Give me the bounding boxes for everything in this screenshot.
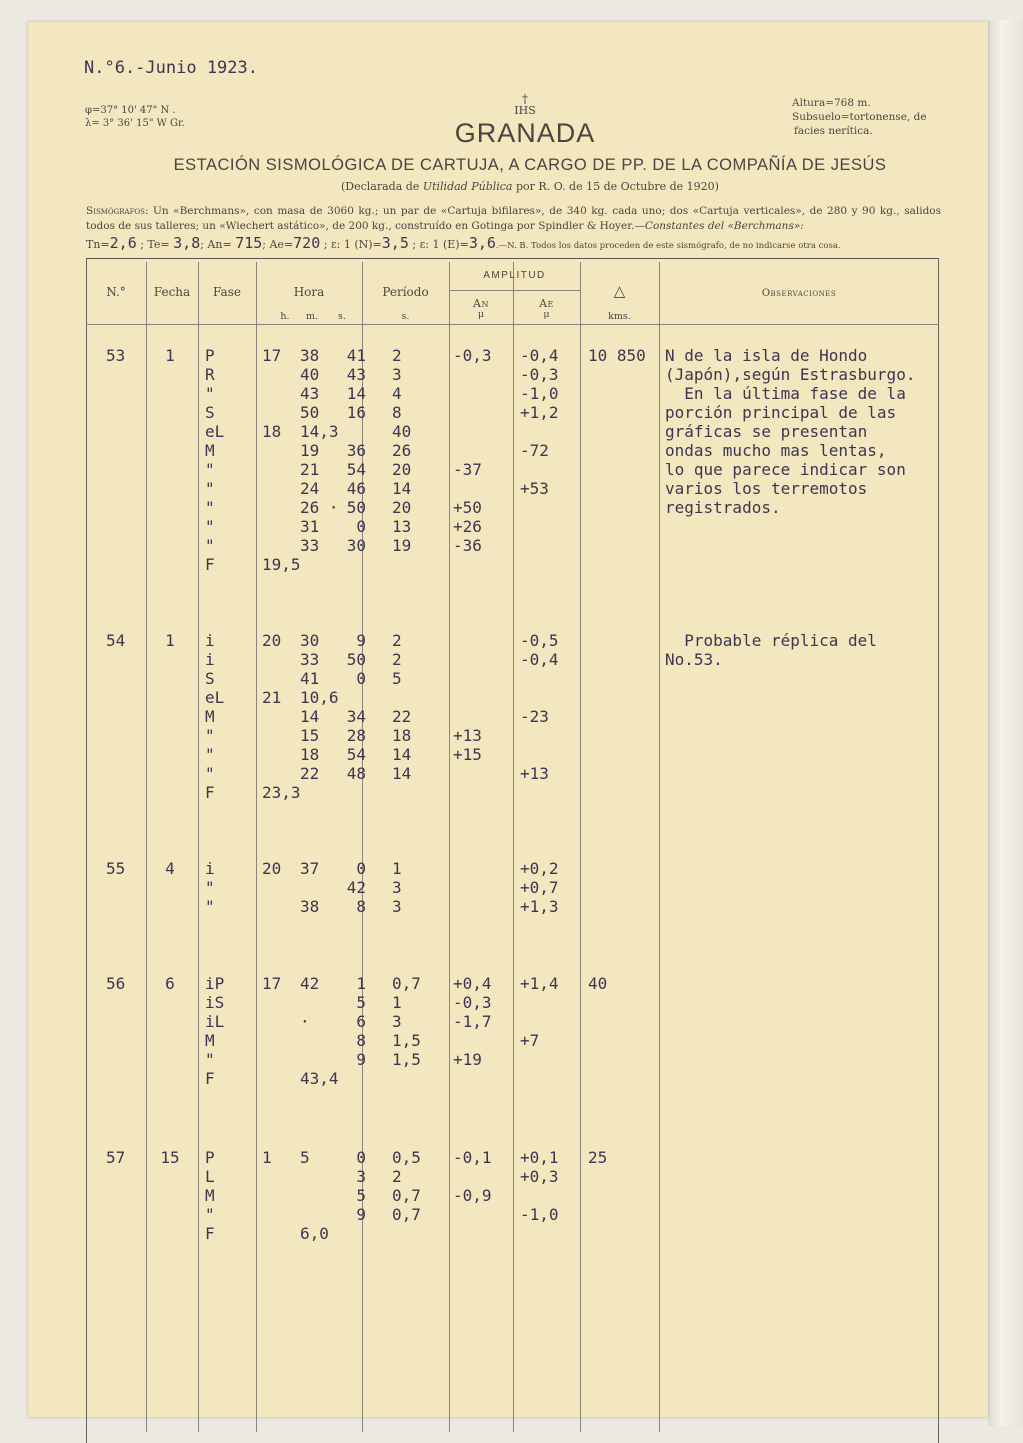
header-ae: Ae <box>539 297 554 310</box>
cell-amp-n: +0,4 <box>453 974 492 993</box>
cell-second: 6 <box>356 1012 366 1031</box>
cell-second: 8 <box>356 897 366 916</box>
station-name: ESTACIÓN SISMOLÓGICA DE CARTUJA, A CARGO DE PP. DE LA COMPAÑÍA DE JESÚS <box>173 156 887 174</box>
cell-second: 54 <box>346 745 366 764</box>
cell-fase: S <box>205 669 215 688</box>
cell-amp-n: -36 <box>453 536 482 555</box>
observation-line: Probable réplica del <box>665 631 877 650</box>
cell-minute: 15 <box>300 726 320 745</box>
observation-line: varios los terremotos <box>665 479 868 498</box>
header-fase: Fase <box>213 285 241 299</box>
cell-fase: " <box>205 745 215 764</box>
cell-second: 8 <box>356 1031 366 1050</box>
cell-minute: 21 <box>300 460 320 479</box>
event-number: 55 <box>106 859 126 878</box>
cell-fase: F <box>205 1069 215 1088</box>
cell-second: 9 <box>356 1205 366 1224</box>
adjacent-page-edge <box>988 20 1023 1426</box>
cell-fase: eL <box>205 422 225 441</box>
cell-amp-n: -0,3 <box>453 993 492 1012</box>
cell-minute: 24 <box>300 479 320 498</box>
cell-distance: 10 850 <box>588 346 646 365</box>
cell-period: 2 <box>392 1167 402 1186</box>
cell-fase: iS <box>205 993 225 1012</box>
cell-amp-e: +1,2 <box>520 403 559 422</box>
cell-second: 50 <box>346 498 366 517</box>
header-observaciones: Observaciones <box>761 288 837 299</box>
cell-period: 14 <box>392 745 412 764</box>
cell-amp-e: -23 <box>520 707 549 726</box>
cell-period: 3 <box>392 878 402 897</box>
column-divider <box>659 262 660 1432</box>
cell-fase: M <box>205 441 215 460</box>
cell-minute: 33 <box>300 536 320 555</box>
cell-amp-n: +26 <box>453 517 482 536</box>
cell-period: 3 <box>392 897 402 916</box>
cell-hour: 17 <box>262 974 282 993</box>
cell-minute: 5 <box>300 1148 310 1167</box>
event-date: 1 <box>165 346 175 365</box>
cell-distance: 40 <box>588 974 608 993</box>
column-divider <box>198 262 199 1432</box>
cell-second: 3 <box>356 1167 366 1186</box>
cell-fase: " <box>205 384 215 403</box>
cell-minute: 6,0 <box>300 1224 329 1243</box>
cell-period: 1 <box>392 993 402 1012</box>
observation-line: lo que parece indicar son <box>665 460 906 479</box>
cell-minute: 14,3 <box>300 422 339 441</box>
cell-minute: 43 <box>300 384 320 403</box>
cell-second: 41 <box>346 346 366 365</box>
cell-minute: 38 <box>300 897 320 916</box>
cell-period: 2 <box>392 631 402 650</box>
cell-hour: 23,3 <box>262 783 301 802</box>
seismographs-paragraph: Sismógrafos: Un «Berchmans», con masa de 3060 kg.; un par de «Cartuja bifilares», de 340 kg. cada uno; dos «Cartuja verticales», de 280 y 90 kg., salidos todos de sus talleres; un «Wiechert astático», de 200 kg., construído en Gotinga por Spindler & Hoyer.—Constantes del «Berchmans»: <box>86 205 941 232</box>
cell-second: 0 <box>356 1148 366 1167</box>
cell-minute: 18 <box>300 745 320 764</box>
cell-second: 5 <box>356 1186 366 1205</box>
header-h: h. <box>280 311 290 322</box>
cell-second: 42 <box>346 878 366 897</box>
delta-icon: △ <box>613 282 626 300</box>
observation-line: No.53. <box>665 650 723 669</box>
column-divider <box>256 262 257 1432</box>
cell-period: 0,5 <box>392 1148 421 1167</box>
header-rule <box>86 324 939 325</box>
cell-fase: R <box>205 365 215 384</box>
longitude: λ= 3° 36' 15" W Gr. <box>85 118 185 129</box>
cell-amp-e: -0,4 <box>520 346 559 365</box>
cell-fase: " <box>205 1050 215 1069</box>
event-date: 1 <box>165 631 175 650</box>
cell-fase: P <box>205 346 215 365</box>
subsoil-line-1: Subsuelo=tortonense, de <box>792 111 927 123</box>
cell-fase: F <box>205 555 215 574</box>
header-m: m. <box>305 311 319 322</box>
cell-amp-n: -37 <box>453 460 482 479</box>
observation-line: En la última fase de la <box>665 384 906 403</box>
header-periodo: Período <box>382 285 429 299</box>
cell-fase: " <box>205 460 215 479</box>
cell-second: 28 <box>346 726 366 745</box>
cell-second: 43 <box>346 365 366 384</box>
cell-minute: 14 <box>300 707 320 726</box>
cell-fase: M <box>205 1031 215 1050</box>
cell-period: 2 <box>392 650 402 669</box>
cell-minute: 40 <box>300 365 320 384</box>
observation-line: N de la isla de Hondo <box>665 346 868 365</box>
event-date: 4 <box>165 859 175 878</box>
cell-period: 5 <box>392 669 402 688</box>
observation-line: (Japón),según Estrasburgo. <box>665 365 916 384</box>
cell-amp-e: +0,1 <box>520 1148 559 1167</box>
observation-line: ondas mucho mas lentas, <box>665 441 887 460</box>
cell-second: 30 <box>346 536 366 555</box>
city-title: GRANADA <box>454 118 596 148</box>
cell-minute: 31 <box>300 517 320 536</box>
cell-second: 9 <box>356 1050 366 1069</box>
column-divider <box>580 262 581 1432</box>
cell-amp-e: -1,0 <box>520 1205 559 1224</box>
cell-amp-n: +19 <box>453 1050 482 1069</box>
cell-second: 50 <box>346 650 366 669</box>
cell-amp-e: +13 <box>520 764 549 783</box>
cell-minute: 43,4 <box>300 1069 339 1088</box>
cell-amp-e: -1,0 <box>520 384 559 403</box>
cell-minute: · <box>300 1012 310 1031</box>
observation-line: porción principal de las <box>665 403 897 422</box>
event-number: 53 <box>106 346 126 365</box>
cell-fase: F <box>205 1224 215 1243</box>
cell-second: 16 <box>346 403 366 422</box>
cell-hour: 21 <box>262 688 282 707</box>
cell-fase: i <box>205 650 215 669</box>
cell-second: 54 <box>346 460 366 479</box>
cell-minute: 30 <box>300 631 320 650</box>
cell-fase: F <box>205 783 215 802</box>
cell-period: 1,5 <box>392 1031 421 1050</box>
cell-period: 3 <box>392 365 402 384</box>
cell-period: 18 <box>392 726 412 745</box>
cell-amp-n: -0,1 <box>453 1148 492 1167</box>
cell-period: 4 <box>392 384 402 403</box>
cell-second: 36 <box>346 441 366 460</box>
cell-amp-e: +7 <box>520 1031 540 1050</box>
cell-minute: 22 <box>300 764 320 783</box>
cell-amp-n: +13 <box>453 726 482 745</box>
cell-distance: 25 <box>588 1148 608 1167</box>
cell-period: 14 <box>392 479 412 498</box>
cross-icon: † <box>522 92 528 106</box>
cell-amp-e: -0,4 <box>520 650 559 669</box>
cell-fase: i <box>205 859 215 878</box>
latitude: φ=37° 10' 47" N . <box>85 105 176 116</box>
cell-period: 20 <box>392 460 412 479</box>
ihs-monogram: IHS <box>514 104 536 117</box>
cell-fase: " <box>205 897 215 916</box>
header-amplitud: AMPLITUD <box>483 270 546 281</box>
cell-amp-e: -0,3 <box>520 365 559 384</box>
header-no: N.° <box>106 285 126 299</box>
cell-period: 13 <box>392 517 412 536</box>
cell-amp-e: +0,7 <box>520 878 559 897</box>
cell-second: 0 <box>356 669 366 688</box>
column-divider <box>449 262 450 1432</box>
event-number: 54 <box>106 631 126 650</box>
cell-hour: 17 <box>262 346 282 365</box>
header-kms: kms. <box>608 311 631 322</box>
cell-fase: " <box>205 764 215 783</box>
cell-hour: 20 <box>262 859 282 878</box>
cell-hour: 18 <box>262 422 282 441</box>
cell-amp-e: -0,5 <box>520 631 559 650</box>
cell-second: 5 <box>356 993 366 1012</box>
cell-second: 0 <box>356 517 366 536</box>
header-mu-an: μ <box>477 309 485 320</box>
cell-minute: 33 <box>300 650 320 669</box>
cell-fase: " <box>205 726 215 745</box>
altitude: Altura=768 m. <box>792 97 871 109</box>
cell-hour: 20 <box>262 631 282 650</box>
cell-amp-n: -1,7 <box>453 1012 492 1031</box>
cell-amp-n: -0,9 <box>453 1186 492 1205</box>
cell-second: 34 <box>346 707 366 726</box>
cell-fase: iP <box>205 974 225 993</box>
subsoil-line-2: facies nerítica. <box>794 125 873 137</box>
cell-minute: 26 · <box>300 498 339 517</box>
cell-minute: 41 <box>300 669 320 688</box>
cell-fase: L <box>205 1167 215 1186</box>
cell-amp-e: +53 <box>520 479 549 498</box>
header-hora: Hora <box>293 285 325 299</box>
cell-fase: i <box>205 631 215 650</box>
cell-minute: 10,6 <box>300 688 339 707</box>
declaration: (Declarada de Utilidad Pública por R. O. de 15 de Octubre de 1920) <box>341 180 719 193</box>
cell-amp-n: -0,3 <box>453 346 492 365</box>
cell-fase: M <box>205 1186 215 1205</box>
cell-minute: 38 <box>300 346 320 365</box>
column-divider <box>146 262 147 1432</box>
column-divider <box>513 262 514 1432</box>
cell-period: 3 <box>392 1012 402 1031</box>
cell-fase: " <box>205 1205 215 1224</box>
cell-second: 46 <box>346 479 366 498</box>
event-date: 6 <box>165 974 175 993</box>
cell-second: 48 <box>346 764 366 783</box>
cell-period: 14 <box>392 764 412 783</box>
cell-period: 1,5 <box>392 1050 421 1069</box>
cell-period: 40 <box>392 422 412 441</box>
cell-fase: " <box>205 498 215 517</box>
cell-fase: " <box>205 878 215 897</box>
event-number: 57 <box>106 1148 126 1167</box>
column-divider <box>362 262 363 1432</box>
cell-period: 26 <box>392 441 412 460</box>
page-title: N.°6.-Junio 1923. <box>84 58 258 78</box>
cell-period: 22 <box>392 707 412 726</box>
event-date: 15 <box>160 1148 180 1167</box>
cell-second: 9 <box>356 631 366 650</box>
site-info <box>792 96 927 138</box>
header-s: s. <box>338 311 346 322</box>
coordinates <box>85 104 185 130</box>
cell-fase: eL <box>205 688 225 707</box>
constants-line: Tn=2,6 ; Te= 3,8; An= 715; Ae=720 ; ε: 1 (N)=3,5 ; ε: 1 (E)=3,6.—N. B. Todos los datos proceden de este sismógrafo, de no indicarse otra cosa. <box>86 234 841 252</box>
cell-fase: " <box>205 479 215 498</box>
event-number: 56 <box>106 974 126 993</box>
cell-minute: 19 <box>300 441 320 460</box>
cell-minute: 42 <box>300 974 320 993</box>
cell-amp-n: +50 <box>453 498 482 517</box>
cell-period: 2 <box>392 346 402 365</box>
cell-fase: " <box>205 536 215 555</box>
cell-period: 20 <box>392 498 412 517</box>
cell-second: 0 <box>356 859 366 878</box>
cell-amp-e: +1,3 <box>520 897 559 916</box>
cell-fase: S <box>205 403 215 422</box>
amplitude-rule <box>449 290 580 291</box>
header-period-s: s. <box>401 311 410 322</box>
header-an: An <box>473 297 489 310</box>
cell-period: 0,7 <box>392 1186 421 1205</box>
cell-amp-e: +0,2 <box>520 859 559 878</box>
cell-amp-n: +15 <box>453 745 482 764</box>
header-fecha: Fecha <box>153 285 191 299</box>
cell-period: 0,7 <box>392 974 421 993</box>
cell-period: 0,7 <box>392 1205 421 1224</box>
cell-amp-e: +1,4 <box>520 974 559 993</box>
observation-line: gráficas se presentan <box>665 422 868 441</box>
cell-fase: " <box>205 517 215 536</box>
header-mu-ae: μ <box>543 309 550 320</box>
cell-second: 14 <box>346 384 366 403</box>
observation-line: registrados. <box>665 498 781 517</box>
cell-hour: 19,5 <box>262 555 301 574</box>
cell-minute: 50 <box>300 403 320 422</box>
cell-fase: M <box>205 707 215 726</box>
cell-period: 19 <box>392 536 412 555</box>
cell-amp-e: +0,3 <box>520 1167 559 1186</box>
cell-fase: P <box>205 1148 215 1167</box>
cell-amp-e: -72 <box>520 441 549 460</box>
cell-minute: 37 <box>300 859 320 878</box>
cell-period: 1 <box>392 859 402 878</box>
cell-hour: 1 <box>262 1148 272 1167</box>
cell-second: 1 <box>356 974 366 993</box>
cell-fase: iL <box>205 1012 225 1031</box>
cell-period: 8 <box>392 403 402 422</box>
